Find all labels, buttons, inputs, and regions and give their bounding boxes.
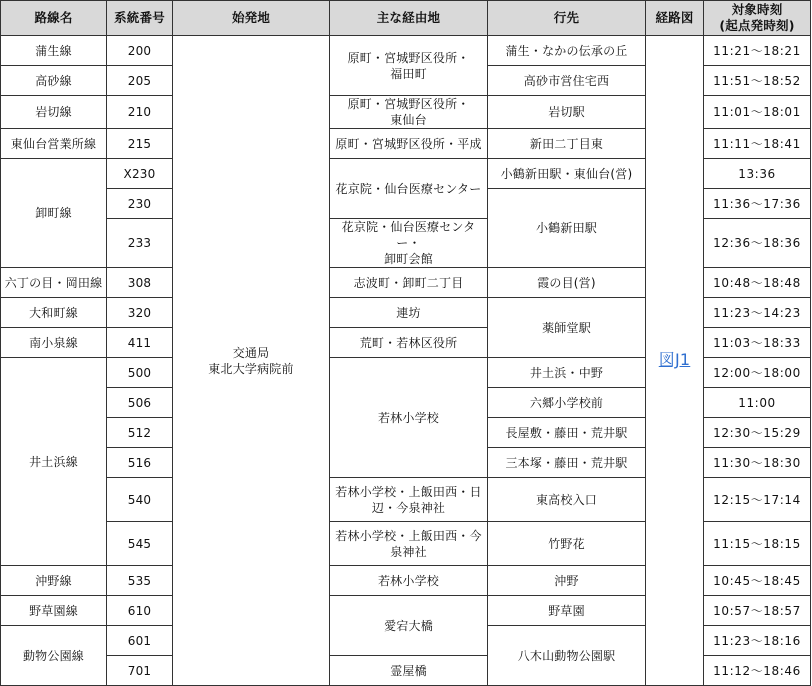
via-cell: 愛宕大橋 — [330, 596, 488, 656]
via-cell: 花京院・仙台医療センター — [330, 159, 488, 219]
target-time: 11:01～18:01 — [704, 96, 811, 129]
via-line: 泉神社 — [390, 544, 427, 559]
via-line: 原町・宮城野区役所・ — [347, 50, 470, 65]
destination: 長屋敷・藤田・荒井駅 — [488, 418, 646, 448]
target-time: 11:21～18:21 — [704, 36, 811, 66]
header-via: 主な経由地 — [330, 1, 488, 36]
via-line: 福田町 — [390, 66, 427, 81]
system-number: 516 — [107, 448, 173, 478]
header-target-time — [704, 1, 811, 36]
target-time: 11:30～18:30 — [704, 448, 811, 478]
destination: 井土浜・中野 — [488, 358, 646, 388]
destination: 竹野花 — [488, 522, 646, 566]
header-row — [1, 1, 811, 36]
via-line: 辺・今泉神社 — [371, 500, 446, 515]
header-route-name: 路線名 — [1, 1, 107, 36]
origin-line1: 交通局 — [232, 345, 270, 360]
route-name: 大和町線 — [1, 298, 107, 328]
via-cell: 荒町・若林区役所 — [330, 328, 488, 358]
target-time: 12:36～18:36 — [704, 219, 811, 268]
system-number: 210 — [107, 96, 173, 129]
system-number: 701 — [107, 656, 173, 686]
target-time: 12:00～18:00 — [704, 358, 811, 388]
via-cell: 原町・宮城野区役所・平成 — [330, 129, 488, 159]
route-name: 岩切線 — [1, 96, 107, 129]
header-route-map: 経路図 — [646, 1, 704, 36]
target-time: 11:51～18:52 — [704, 66, 811, 96]
header-target-time-line2: (起点発時刻) — [719, 18, 795, 33]
target-time: 11:23～14:23 — [704, 298, 811, 328]
via-line: 若林小学校・上飯田西・今 — [335, 528, 482, 543]
header-origin: 始発地 — [173, 1, 330, 36]
destination: 小鶴新田駅・東仙台(営) — [488, 159, 646, 189]
destination: 蒲生・なかの伝承の丘 — [488, 36, 646, 66]
via-cell: 若林小学校 — [330, 566, 488, 596]
via-cell: 霊屋橋 — [330, 656, 488, 686]
route-name: 野草園線 — [1, 596, 107, 626]
target-time: 10:57～18:57 — [704, 596, 811, 626]
target-time: 11:36～17:36 — [704, 189, 811, 219]
target-time: 11:15～18:15 — [704, 522, 811, 566]
via-line: 原町・宮城野区役所・ — [347, 97, 470, 111]
destination: 小鶴新田駅 — [488, 189, 646, 268]
system-number: 411 — [107, 328, 173, 358]
table-row — [1, 36, 811, 66]
via-cell — [330, 522, 488, 566]
route-name: 高砂線 — [1, 66, 107, 96]
system-number: 610 — [107, 596, 173, 626]
header-system-number: 系統番号 — [107, 1, 173, 36]
target-time: 13:36 — [704, 159, 811, 189]
target-time: 10:48～18:48 — [704, 268, 811, 298]
via-cell — [330, 478, 488, 522]
destination: 霞の目(営) — [488, 268, 646, 298]
system-number: 200 — [107, 36, 173, 66]
system-number: 506 — [107, 388, 173, 418]
route-name: 井土浜線 — [1, 358, 107, 566]
via-cell: 志波町・卸町二丁目 — [330, 268, 488, 298]
target-time: 12:30～15:29 — [704, 418, 811, 448]
destination: 薬師堂駅 — [488, 298, 646, 358]
via-cell: 若林小学校 — [330, 358, 488, 478]
system-number: 512 — [107, 418, 173, 448]
destination: 野草園 — [488, 596, 646, 626]
target-time: 11:23～18:16 — [704, 626, 811, 656]
destination: 新田二丁目東 — [488, 129, 646, 159]
system-number: 500 — [107, 358, 173, 388]
system-number: 545 — [107, 522, 173, 566]
via-line: 卸町会館 — [384, 252, 433, 266]
origin-line2: 東北大学病院前 — [208, 361, 294, 376]
target-time: 11:11～18:41 — [704, 129, 811, 159]
system-number: 320 — [107, 298, 173, 328]
route-name: 東仙台営業所線 — [1, 129, 107, 159]
target-time: 12:15～17:14 — [704, 478, 811, 522]
via-line: 若林小学校・上飯田西・日 — [335, 484, 482, 499]
route-map-link[interactable]: 図J1 — [658, 350, 691, 369]
target-time: 11:00 — [704, 388, 811, 418]
origin-cell — [173, 36, 330, 686]
system-number: 535 — [107, 566, 173, 596]
via-cell — [330, 36, 488, 96]
destination: 六郷小学校前 — [488, 388, 646, 418]
route-name: 蒲生線 — [1, 36, 107, 66]
via-line: 東仙台 — [390, 113, 427, 127]
destination: 沖野 — [488, 566, 646, 596]
target-time: 11:03～18:33 — [704, 328, 811, 358]
system-number: 601 — [107, 626, 173, 656]
header-destination: 行先 — [488, 1, 646, 36]
route-name: 沖野線 — [1, 566, 107, 596]
system-number: X230 — [107, 159, 173, 189]
destination: 八木山動物公園駅 — [488, 626, 646, 686]
system-number: 308 — [107, 268, 173, 298]
system-number: 540 — [107, 478, 173, 522]
route-name: 南小泉線 — [1, 328, 107, 358]
header-target-time-line1: 対象時刻 — [731, 2, 783, 17]
destination: 岩切駅 — [488, 96, 646, 129]
via-line: 花京院・仙台医療センター・ — [341, 220, 476, 250]
system-number: 233 — [107, 219, 173, 268]
route-name: 動物公園線 — [1, 626, 107, 686]
destination: 高砂市営住宅西 — [488, 66, 646, 96]
destination: 三本塚・藤田・荒井駅 — [488, 448, 646, 478]
route-name: 卸町線 — [1, 159, 107, 268]
system-number: 230 — [107, 189, 173, 219]
system-number: 215 — [107, 129, 173, 159]
target-time: 11:12～18:46 — [704, 656, 811, 686]
via-cell: 連坊 — [330, 298, 488, 328]
system-number: 205 — [107, 66, 173, 96]
destination: 東高校入口 — [488, 478, 646, 522]
route-name: 六丁の目・岡田線 — [1, 268, 107, 298]
route-map-cell — [646, 36, 704, 686]
via-cell — [330, 96, 488, 129]
target-time: 10:45～18:45 — [704, 566, 811, 596]
via-cell — [330, 219, 488, 268]
